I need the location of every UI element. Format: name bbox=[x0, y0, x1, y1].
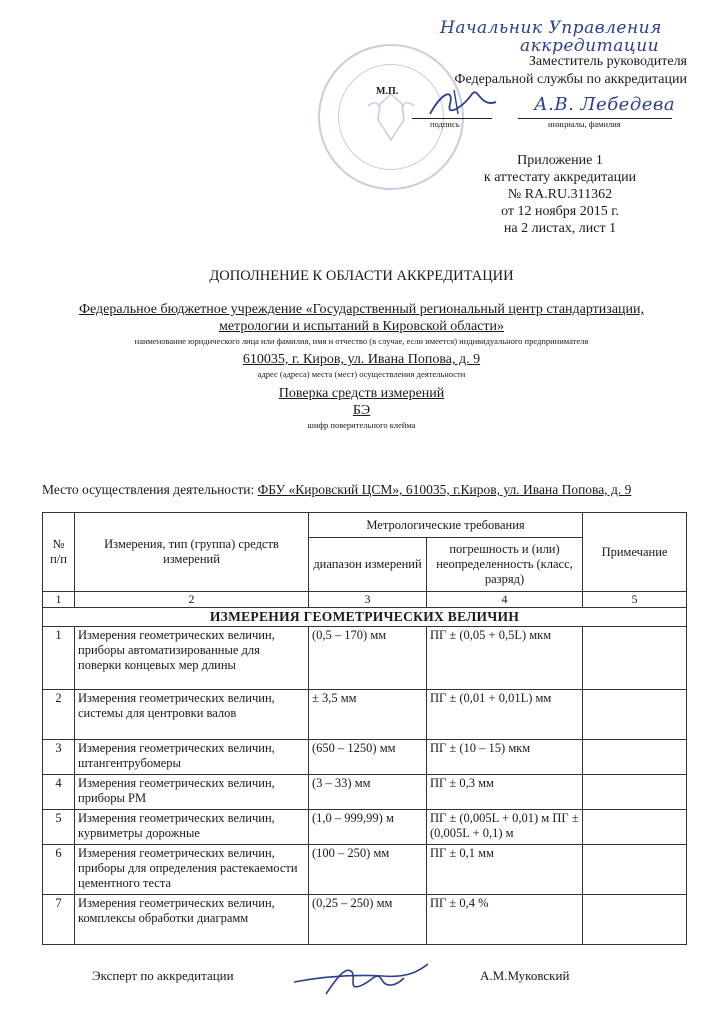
col-number: 3 bbox=[309, 592, 427, 608]
activity: Поверка средств измерений bbox=[278, 386, 445, 401]
row-measurement: Измерения геометрических величин, приборы РМ bbox=[75, 775, 309, 810]
table-row bbox=[43, 895, 687, 945]
header-error: погрешность и (или) неопределенность (класс, разряд) bbox=[427, 538, 583, 592]
section-row bbox=[43, 608, 687, 627]
header-measurement: Измерения, тип (группа) средств измерений bbox=[75, 513, 309, 592]
header-note: Примечание bbox=[583, 513, 687, 592]
row-measurement: Измерения геометрических величин, системы для центровки валов bbox=[75, 690, 309, 740]
row-error: ПГ ± (0,01 + 0,01L) мм bbox=[427, 690, 583, 740]
signature-label: подпись bbox=[430, 119, 460, 129]
place-of-activity bbox=[42, 482, 692, 498]
row-range: (0,25 – 250) мм bbox=[309, 895, 427, 945]
row-range: (650 – 1250) мм bbox=[309, 740, 427, 775]
handwritten-title-line2: аккредитации bbox=[520, 36, 660, 56]
address: 610035, г. Киров, ул. Ивана Попова, д. 9 bbox=[242, 352, 481, 367]
table-row bbox=[43, 627, 687, 690]
row-note bbox=[583, 627, 687, 690]
header-range: диапазон измерений bbox=[309, 538, 427, 592]
deputy-line2: Федеральной службы по аккредитации bbox=[454, 72, 687, 87]
row-note bbox=[583, 845, 687, 895]
row-note bbox=[583, 740, 687, 775]
place-label: Место осуществления деятельности: bbox=[42, 482, 255, 497]
row-error: ПГ ± (0,05 + 0,5L) мкм bbox=[427, 627, 583, 690]
row-note bbox=[583, 690, 687, 740]
table-row bbox=[43, 690, 687, 740]
row-note bbox=[583, 810, 687, 845]
mp-label: М.П. bbox=[376, 86, 399, 97]
row-error: ПГ ± 0,3 мм bbox=[427, 775, 583, 810]
header-row-1 bbox=[43, 513, 687, 538]
table-row bbox=[43, 775, 687, 810]
handwritten-initials: А.В. Лебедева bbox=[534, 94, 676, 115]
row-measurement: Измерения геометрических величин, курвиметры дорожные bbox=[75, 810, 309, 845]
row-number: 3 bbox=[43, 740, 75, 775]
document-title: ДОПОЛНЕНИЕ К ОБЛАСТИ АККРЕДИТАЦИИ bbox=[209, 268, 514, 284]
row-range: (1,0 – 999,99) м bbox=[309, 810, 427, 845]
row-measurement: Измерения геометрических величин, приборы для определения растекаемости цементного теста bbox=[75, 845, 309, 895]
expert-name: А.М.Муковский bbox=[480, 968, 570, 983]
col-number: 1 bbox=[43, 592, 75, 608]
deputy-line1: Заместитель руководителя bbox=[528, 54, 687, 69]
col-number: 2 bbox=[75, 592, 309, 608]
row-number: 4 bbox=[43, 775, 75, 810]
org-name-line1: Федеральное бюджетное учреждение «Государственный региональный центр стандартизации, bbox=[78, 302, 645, 317]
row-note bbox=[583, 775, 687, 810]
appendix-line2: к аттестату аккредитации bbox=[483, 170, 637, 185]
row-error: ПГ ± (10 – 15) мкм bbox=[427, 740, 583, 775]
expert-signature-icon bbox=[286, 956, 436, 1000]
header-metrological: Метрологические требования bbox=[309, 513, 583, 538]
accreditation-table bbox=[42, 512, 687, 945]
address-caption: адрес (адреса) места (мест) осуществления деятельности bbox=[257, 369, 466, 379]
appendix-line5: на 2 листах, лист 1 bbox=[503, 221, 617, 236]
org-caption: наименование юридического лица или фамилия, имя и отчество (в случае, если имеется) индивидуального предпринимателя bbox=[134, 336, 589, 346]
row-note bbox=[583, 895, 687, 945]
row-number: 5 bbox=[43, 810, 75, 845]
col-number: 5 bbox=[583, 592, 687, 608]
handwritten-title-line1: Начальник Управления bbox=[440, 18, 662, 38]
expert-label: Эксперт по аккредитации bbox=[92, 968, 234, 983]
row-number: 1 bbox=[43, 627, 75, 690]
row-range: (3 – 33) мм bbox=[309, 775, 427, 810]
code-caption: шифр поверительного клейма bbox=[307, 420, 416, 430]
row-number: 7 bbox=[43, 895, 75, 945]
row-range: ± 3,5 мм bbox=[309, 690, 427, 740]
appendix-block bbox=[430, 152, 690, 237]
appendix-line3: № RA.RU.311362 bbox=[507, 187, 613, 202]
row-number: 6 bbox=[43, 845, 75, 895]
place-value: ФБУ «Кировский ЦСМ», 610035, г.Киров, ул. Ивана Попова, д. 9 bbox=[257, 482, 632, 497]
column-numbers-row bbox=[43, 592, 687, 608]
section-title: ИЗМЕРЕНИЯ ГЕОМЕТРИЧЕСКИХ ВЕЛИЧИН bbox=[43, 608, 687, 627]
appendix-line4: от 12 ноября 2015 г. bbox=[501, 204, 619, 219]
row-error: ПГ ± 0,1 мм bbox=[427, 845, 583, 895]
initials-label: инициалы, фамилия bbox=[548, 119, 621, 129]
row-measurement: Измерения геометрических величин, приборы автоматизированные для поверки концевых мер длины bbox=[75, 627, 309, 690]
row-error: ПГ ± (0,005L + 0,01) м ПГ ± (0,005L + 0,1) м bbox=[427, 810, 583, 845]
table-row bbox=[43, 810, 687, 845]
row-range: (100 – 250) мм bbox=[309, 845, 427, 895]
deputy-signature-icon bbox=[424, 84, 504, 120]
table-row bbox=[43, 740, 687, 775]
row-range: (0,5 – 170) мм bbox=[309, 627, 427, 690]
table-row bbox=[43, 845, 687, 895]
row-measurement: Измерения геометрических величин, штангентрубомеры bbox=[75, 740, 309, 775]
org-name-line2: метрологии и испытаний в Кировской области» bbox=[218, 319, 505, 334]
verification-code: БЭ bbox=[352, 403, 371, 418]
appendix-line1: Приложение 1 bbox=[517, 153, 603, 168]
header-no: № п/п bbox=[43, 513, 75, 592]
row-error: ПГ ± 0,4 % bbox=[427, 895, 583, 945]
row-measurement: Измерения геометрических величин, комплексы обработки диаграмм bbox=[75, 895, 309, 945]
row-number: 2 bbox=[43, 690, 75, 740]
col-number: 4 bbox=[427, 592, 583, 608]
